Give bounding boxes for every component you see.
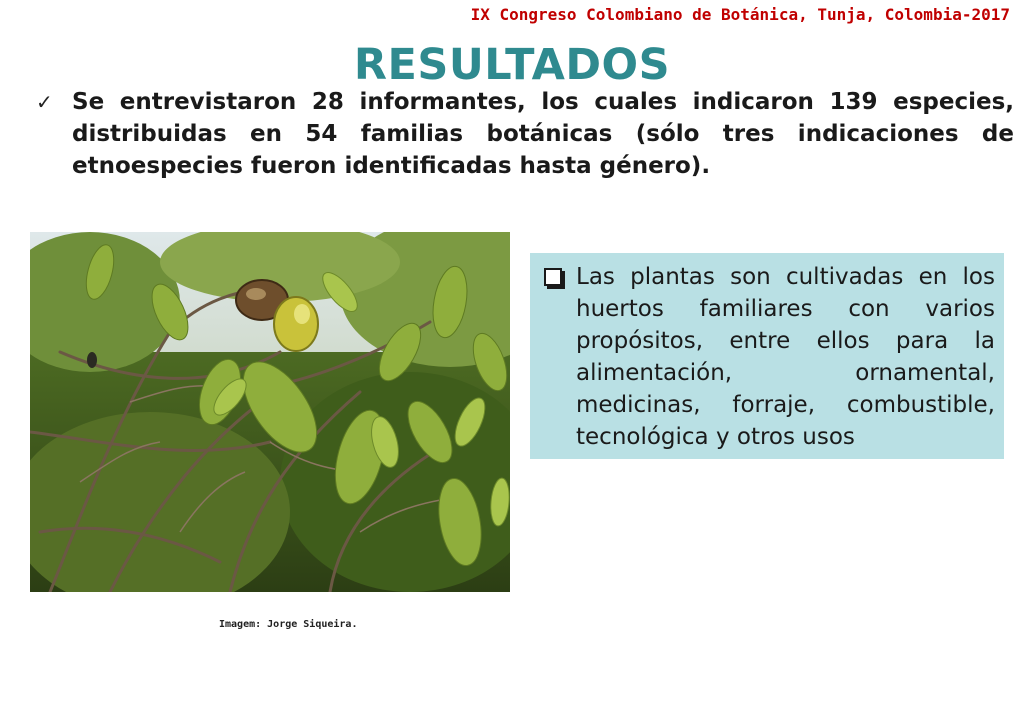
conference-header: IX Congreso Colombiano de Botánica, Tunja, Colombia-2017 — [470, 5, 1010, 24]
checkmark-icon: ✓ — [36, 90, 53, 114]
info-box — [530, 253, 1004, 459]
checkbox-icon — [544, 268, 562, 286]
plant-photo — [30, 232, 510, 592]
photo-credit: Imagem: Jorge Siqueira. — [219, 619, 358, 630]
plant-photo-illustration — [30, 232, 510, 592]
slide-title: RESULTADOS — [353, 40, 671, 90]
intro-bullet — [36, 86, 1014, 182]
intro-text: Se entrevistaron 28 informantes, los cuales indicaron 139 especies, distribuidas en 54 familias botánicas (sólo tres indicaciones de etnoespecies fueron identificadas hasta género). — [72, 89, 1014, 179]
info-box-text: Las plantas son cultivadas en los huertos familiares con varios propósitos, entre ellos para la alimentación, ornamental, medicinas, forraje, combustible, tecnológica y otros usos — [576, 264, 995, 450]
